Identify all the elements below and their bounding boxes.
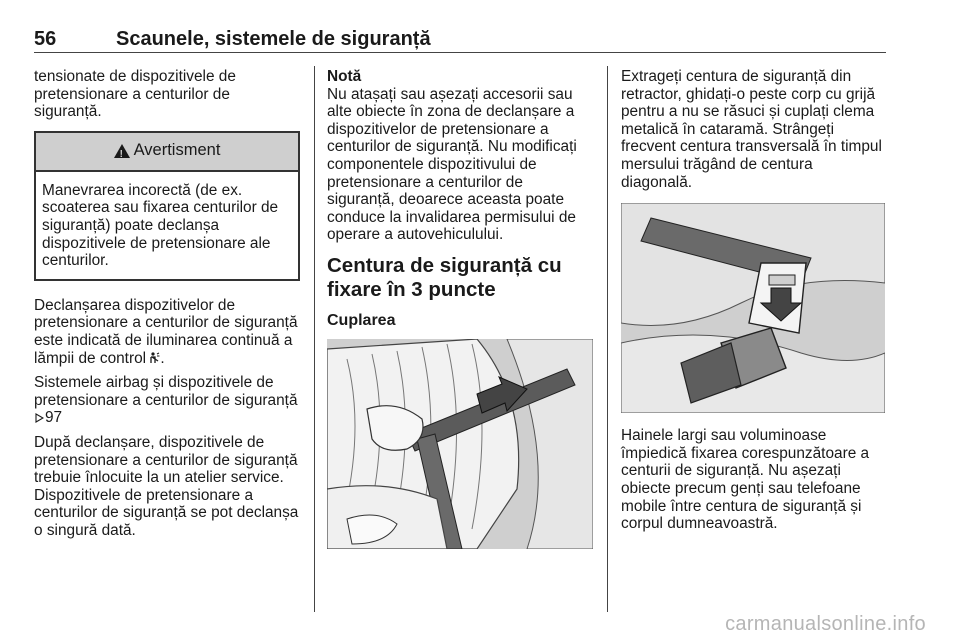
warning-box: [34, 131, 300, 281]
seatbelt-pretensioner-icon: [150, 352, 160, 364]
column-divider: [314, 66, 315, 612]
watermark: carmanualsonline.info: [725, 613, 926, 635]
column-right: [621, 68, 887, 540]
illustration-buckle: [621, 203, 885, 413]
warning-body: Manevrarea incorectă (de ex. scoaterea sau fixarea centurilor de siguranță) poate declanșa dispozitivele de pretensionare ale centurilor.: [42, 181, 279, 270]
paragraph-buckling: Extrageți centura de siguranță din retractor, ghidați-o peste corp cu grijă pentru a nu se răsuci și cuplați clema metalică în cataramă. Strângeți frecvent centura transversală în timpul mersului trăgând de centura diagonală.: [621, 68, 882, 191]
warning-header: [36, 133, 298, 172]
section-heading: Centura de siguranță cu fixare în 3 puncte: [327, 253, 562, 301]
note-body: Nu atașați sau așezați accesorii sau alte obiecte în zona de declanșare a dispozitivelor de pretensionare a centurilor de siguranță. Nu modificați componentele dispozitivului de pretensionare a centurilor de siguranță, deoarece aceasta poate conduce la invalidarea permisului de operare a autovehiculului.: [327, 85, 577, 244]
column-divider: [607, 66, 608, 612]
note-title: Notă: [327, 68, 362, 85]
paragraph-replacement: După declanșare, dispozitivele de pretensionare a centurilor de siguranță trebuie înlocuite la un atelier service. Dispozitivele de pretensionare a centurilor de siguranță se pot declanșa o singură dată.: [34, 433, 299, 539]
paragraph-text: Declanșarea dispozitivelor de pretensionare a centurilor de siguranță este indicată de iluminarea continuă a lămpii de control: [34, 296, 298, 367]
arrow-reference-icon[interactable]: [35, 413, 44, 423]
page-header: [34, 28, 886, 53]
fastening-belt-drawing: [327, 339, 593, 549]
intro-text: tensionate de dispozitivele de pretensionare a centurilor de siguranță.: [34, 68, 236, 121]
page-reference-link[interactable]: 97: [45, 409, 63, 427]
chapter-title: Scaunele, sistemele de siguranță: [116, 28, 431, 50]
illustration-fastening-belt: [327, 339, 593, 549]
paragraph-control-lamp: [34, 297, 300, 367]
paragraph-airbag-reference: [34, 374, 300, 427]
paragraph-text-end: .: [160, 349, 165, 367]
paragraph-clothing: Hainele largi sau voluminoase împiedică fixarea corespunzătoare a centurii de siguranță. Nu așezați obiecte precum genți sau telefoane mobile între centura de siguranță și corpul dumneavoastră.: [621, 427, 870, 533]
column-left: [34, 68, 300, 546]
column-middle: [327, 68, 593, 549]
paragraph-text: Sistemele airbag și dispozitivele de pretensionare a centurilor de siguranță: [34, 374, 298, 409]
warning-triangle-icon: [114, 144, 130, 158]
subsection-heading: Cuplarea: [327, 311, 396, 329]
warning-title: Avertisment: [133, 141, 221, 160]
buckle-drawing: [621, 203, 885, 413]
page-number: 56: [34, 28, 57, 50]
